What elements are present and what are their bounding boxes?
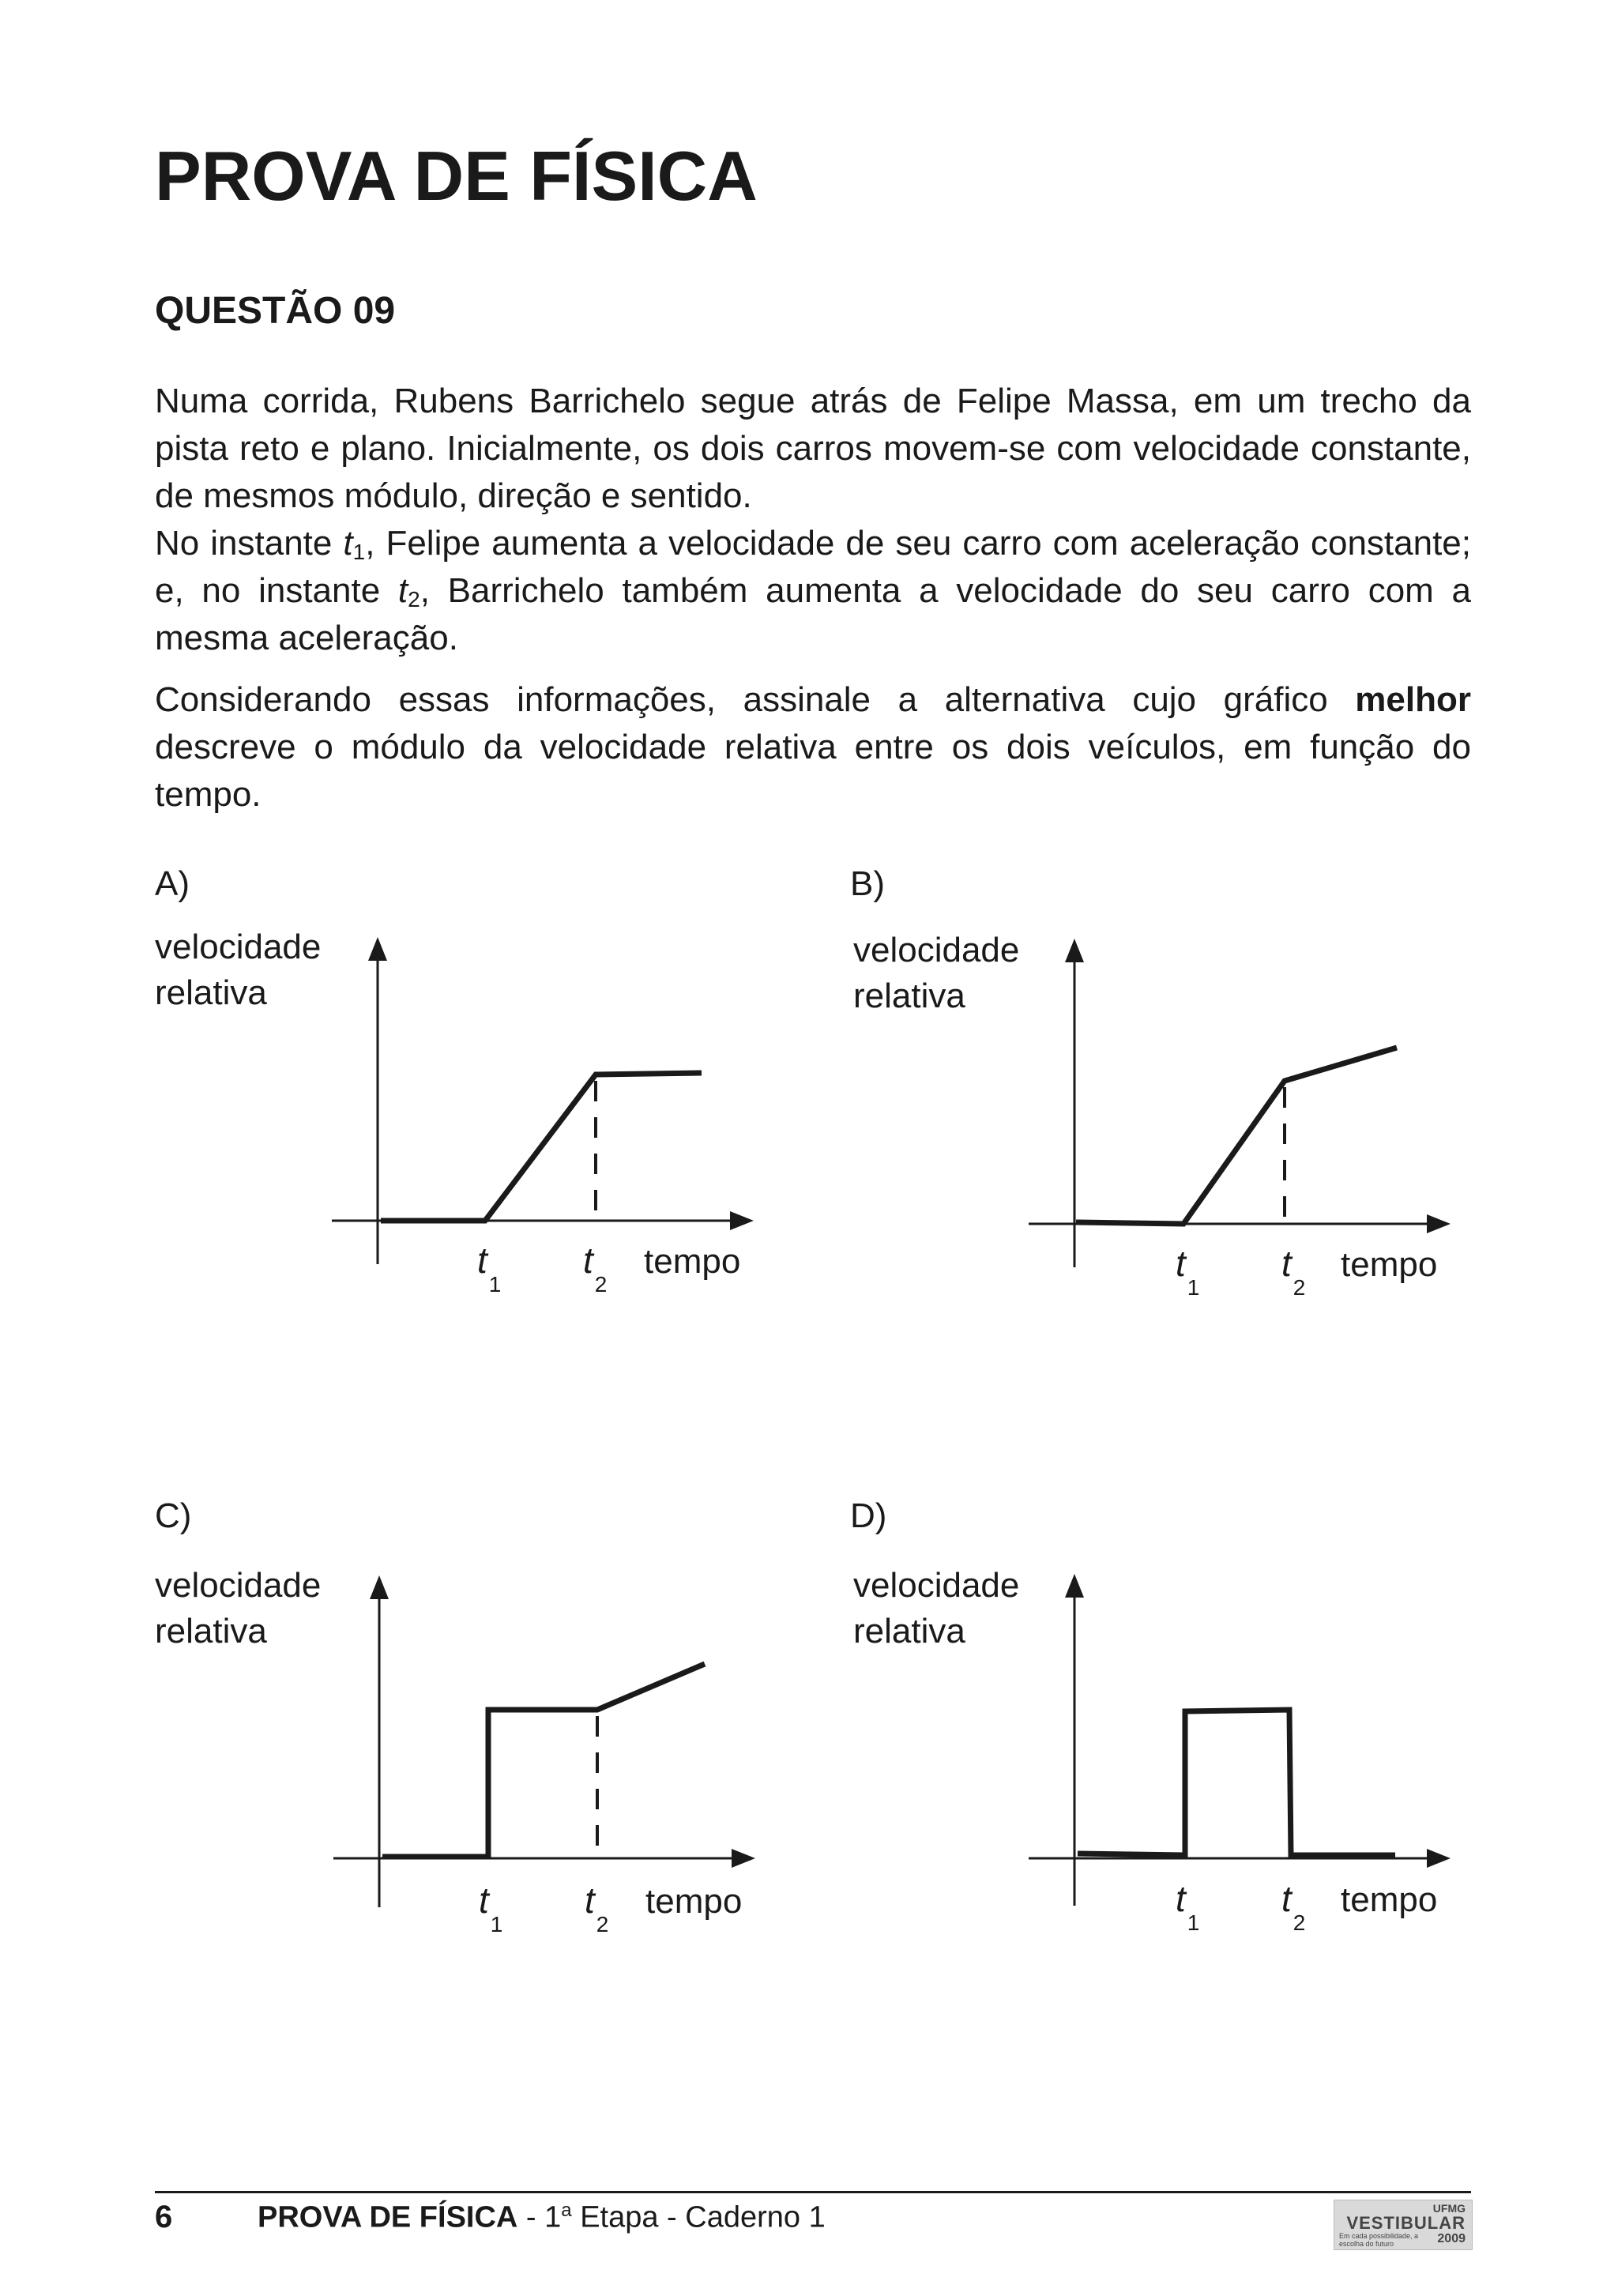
graph-d: [1029, 1574, 1451, 1906]
y-axis-label: velocidade relativa: [853, 1566, 1020, 1650]
y-axis-arrow: [370, 1575, 389, 1599]
question-title: QUESTÃO 09: [155, 290, 396, 332]
footer-caption: PROVA DE FÍSICA - 1$^a$ Etapa - Caderno 1: [258, 2200, 826, 2234]
option-letter: A): [155, 864, 190, 903]
tick-t2: $t_2$: [1281, 1878, 1306, 1936]
y-axis-label: velocidade relativa: [155, 928, 322, 1012]
tick-t2: $t_2$: [1281, 1243, 1306, 1300]
tick-t2: $t_2$: [585, 1880, 609, 1937]
question-paragraph-1: Numa corrida, Rubens Barrichelo segue atrás de Felipe Massa, em um trecho da pista reto e plano. Inicialmente, os dois carros movem-se com velocidade constante, de mesmos módulo, direção e sentido.: [155, 382, 1471, 515]
x-axis-arrow: [730, 1211, 754, 1230]
y-axis-arrow: [1065, 939, 1084, 962]
x-axis-label: tempo: [1341, 1245, 1438, 1284]
option-letter: B): [850, 864, 885, 903]
velocity-curve: [1076, 1048, 1397, 1224]
graph-a: [332, 937, 754, 1264]
velocity-curve: [381, 1073, 702, 1221]
tick-t2: $t_2$: [583, 1240, 608, 1297]
tick-t1: $t_1$: [477, 1240, 502, 1297]
y-axis-label: velocidade relativa: [155, 1566, 322, 1650]
tick-t1: $t_1$: [1176, 1243, 1200, 1300]
y-axis-arrow: [1065, 1574, 1084, 1598]
x-axis-label: tempo: [645, 1882, 743, 1921]
question-paragraph-3: Considerando essas informações, assinale a alternativa cujo gráfico melhor descreve o módulo da velocidade relativa entre os dois veículos, em função do tempo.: [155, 680, 1471, 814]
option-letter: C): [155, 1496, 192, 1535]
velocity-curve: [382, 1664, 705, 1857]
x-axis-arrow: [732, 1849, 755, 1868]
tick-t1: $t_1$: [479, 1880, 503, 1937]
x-axis-label: tempo: [644, 1242, 741, 1281]
page-title: PROVA DE FÍSICA: [155, 137, 758, 215]
y-axis-label: velocidade relativa: [853, 931, 1020, 1015]
option-letter: D): [850, 1496, 887, 1535]
x-axis-arrow: [1427, 1849, 1451, 1868]
graph-b: [1029, 939, 1451, 1267]
velocity-curve: [1078, 1710, 1395, 1855]
y-axis-arrow: [368, 937, 387, 961]
footer-page-number: 6: [155, 2200, 173, 2234]
footer-rule: [155, 2191, 1471, 2193]
vestibular-logo: UFMG VESTIBULAR Em cada possibilidade, a escolha do futuro 2009: [1334, 2200, 1473, 2250]
graph-c: [333, 1575, 755, 1907]
x-axis-label: tempo: [1341, 1880, 1438, 1919]
x-axis-arrow: [1427, 1214, 1451, 1233]
tick-t1: $t_1$: [1176, 1878, 1200, 1936]
question-paragraph-2: No instante $t_1$, Felipe aumenta a velocidade de seu carro com aceleração constante; e, no instante $t_2$, Barrichelo também aumenta a velocidade do seu carro com a mesma aceleração.: [155, 524, 1472, 657]
